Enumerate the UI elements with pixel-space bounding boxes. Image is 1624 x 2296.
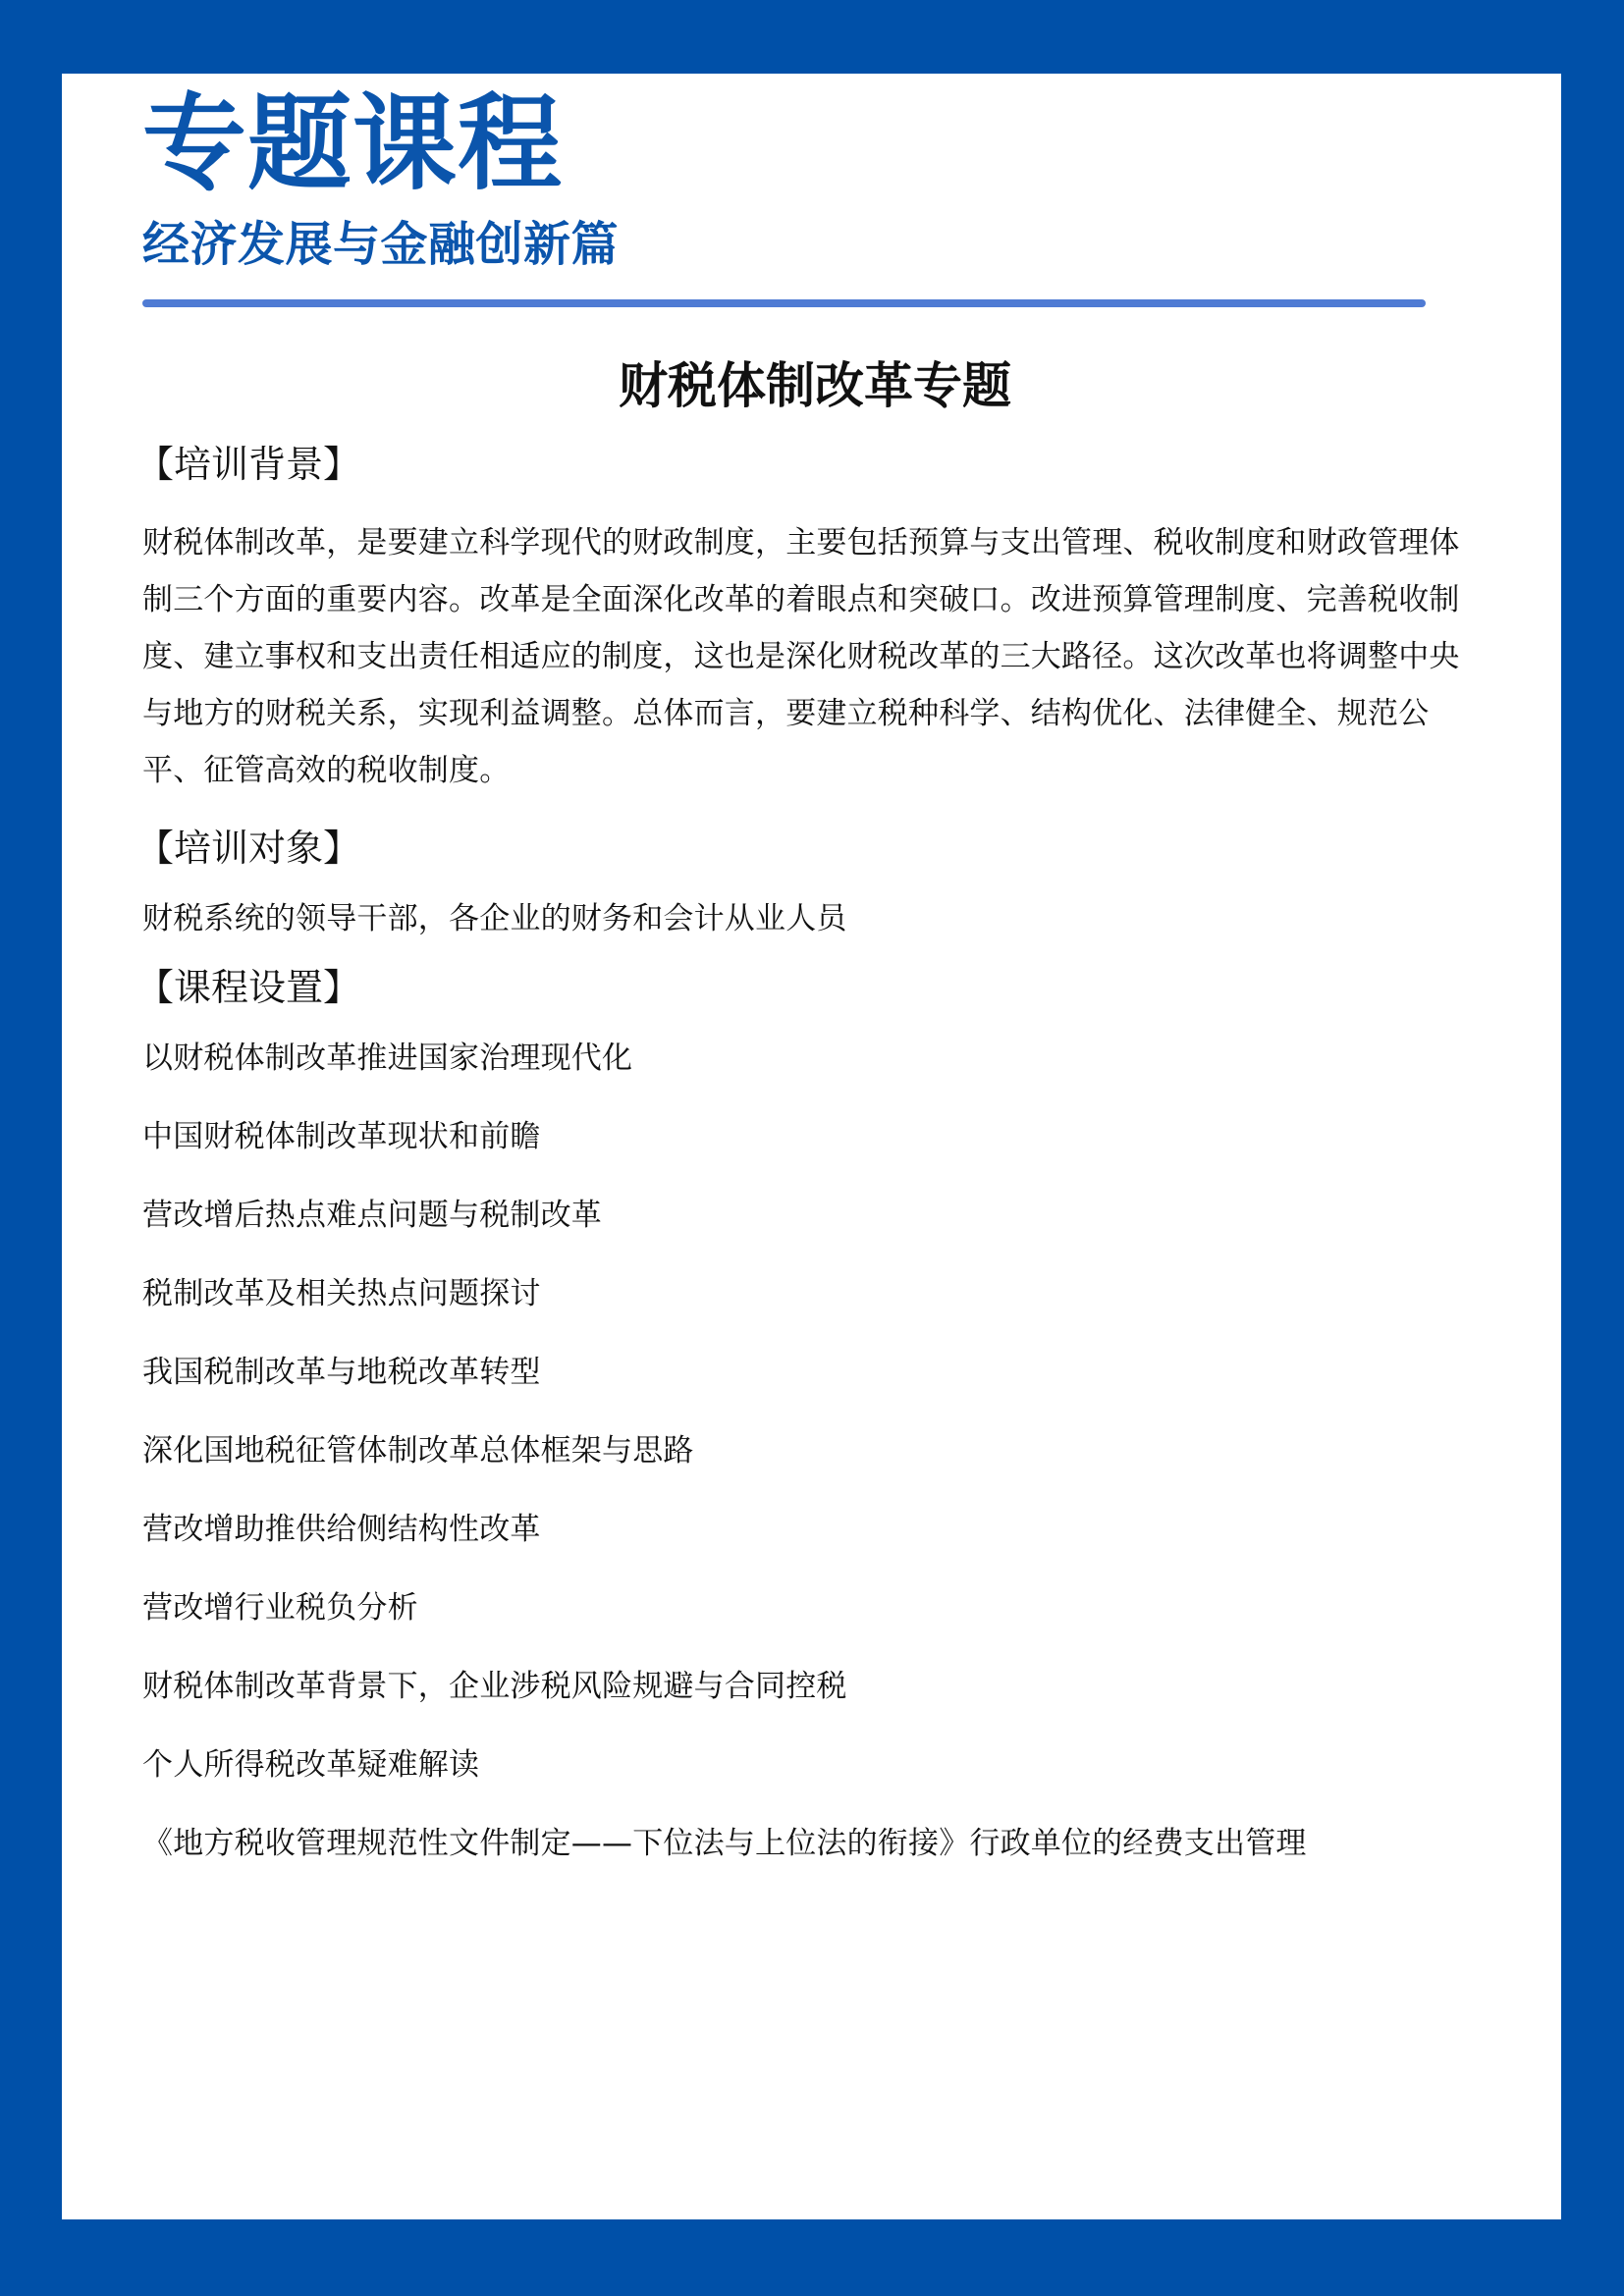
sub-title: 经济发展与金融创新篇 xyxy=(142,217,620,273)
document-title: 财税体制改革专题 xyxy=(619,356,1011,414)
course-item: 营改增后热点难点问题与税制改革 xyxy=(142,1197,602,1233)
course-item: 税制改革及相关热点问题探讨 xyxy=(142,1275,541,1311)
background-paragraph: 财税体制改革，是要建立科学现代的财政制度，主要包括预算与支出管理、税收制度和财政管理体制三个方面的重要内容。改革是全面深化改革的着眼点和突破口。改进预算管理制度、完善税收制度、建立事权和支出责任相适应的制度，这也是深化财税改革的三大路径。这次改革也将调整中央与地方的财税关系，实现利益调整。总体而言，要建立税种科学、结构优化、法律健全、规范公平、征管高效的税收制度。 xyxy=(142,525,1460,789)
section-heading-background: 【培训背景】 xyxy=(136,442,361,486)
course-item: 营改增助推供给侧结构性改革 xyxy=(142,1511,541,1547)
course-item: 深化国地税征管体制改革总体框架与思路 xyxy=(142,1432,694,1468)
section-heading-courses: 【课程设置】 xyxy=(136,966,361,1010)
course-item: 个人所得税改革疑难解读 xyxy=(142,1746,480,1783)
course-item: 财税体制改革背景下，企业涉税风险规避与合同控税 xyxy=(142,1668,847,1704)
audience-text: 财税系统的领导干部，各企业的财务和会计从业人员 xyxy=(142,900,847,936)
course-item: 《地方税收管理规范性文件制定——下位法与上位法的衔接》行政单位的经费支出管理 xyxy=(142,1825,1307,1861)
course-item: 以财税体制改革推进国家治理现代化 xyxy=(142,1040,633,1076)
title-divider xyxy=(142,299,1426,307)
course-item: 我国税制改革与地税改革转型 xyxy=(142,1354,541,1390)
page-sheet xyxy=(62,74,1561,2219)
main-title: 专题课程 xyxy=(142,83,563,204)
section-heading-audience: 【培训对象】 xyxy=(136,827,361,871)
content-area xyxy=(136,74,1488,1902)
course-list xyxy=(142,1039,1488,1902)
course-item: 营改增行业税负分析 xyxy=(142,1589,418,1626)
course-item: 中国财税体制改革现状和前瞻 xyxy=(142,1118,541,1154)
